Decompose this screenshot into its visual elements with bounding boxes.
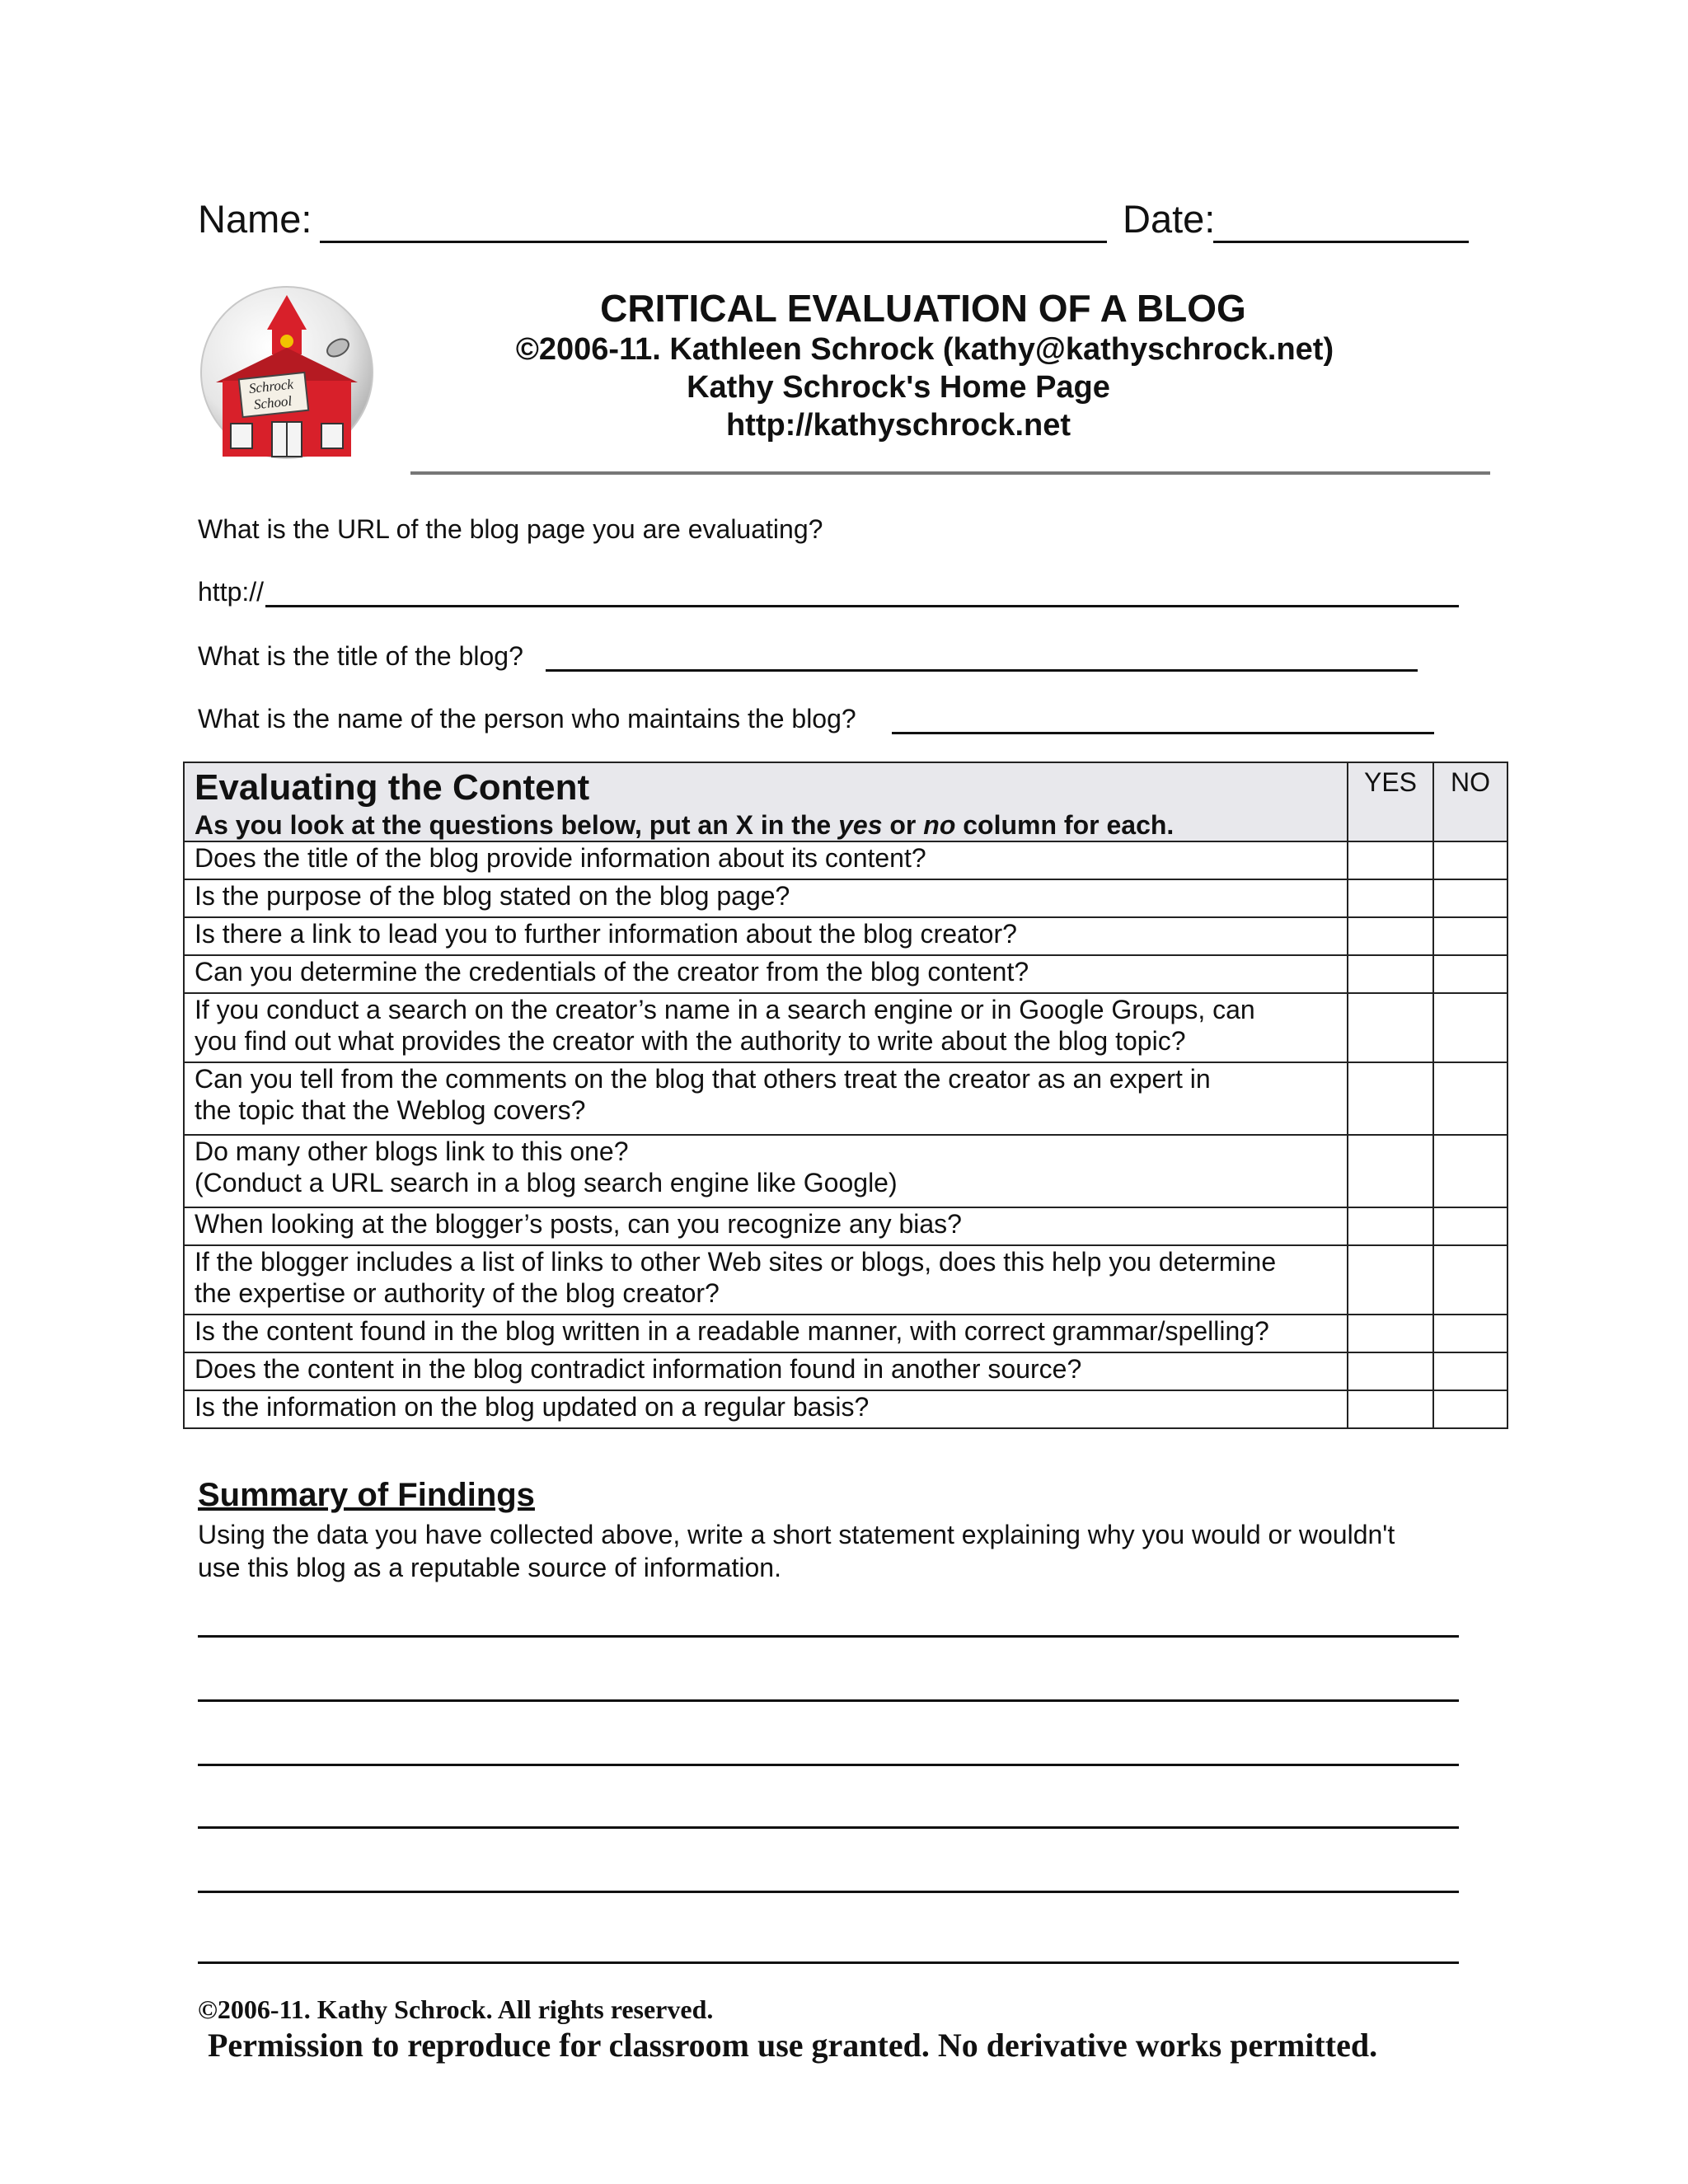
page-title: CRITICAL EVALUATION OF A BLOG — [600, 287, 1246, 330]
table-header-cell — [184, 762, 1348, 841]
yes-checkbox-cell[interactable] — [1348, 955, 1433, 993]
question-cell: Is the information on the blog updated on a regular basis? — [184, 1390, 1348, 1428]
logo-text-2: School — [252, 392, 293, 413]
question-cell: Is the purpose of the blog stated on the blog page? — [184, 879, 1348, 917]
site-url: http://kathyschrock.net — [725, 408, 1071, 443]
copyright-line: ©2006-11. Kathleen Schrock (kathy@kathyschrock.net) — [515, 332, 1334, 367]
table-row — [184, 1245, 1507, 1315]
no-checkbox-cell[interactable] — [1433, 1390, 1507, 1428]
summary-answer-line[interactable] — [198, 1961, 1459, 1964]
maintainer-question: What is the name of the person who maintains the blog? — [198, 704, 856, 733]
question-cell: When looking at the blogger’s posts, can you recognize any bias? — [184, 1207, 1348, 1245]
question-cell: Is the content found in the blog written in a readable manner, with correct grammar/spelling? — [184, 1315, 1348, 1352]
question-cell: Can you determine the credentials of the creator from the blog content? — [184, 955, 1348, 993]
yes-checkbox-cell[interactable] — [1348, 1135, 1433, 1207]
no-checkbox-cell[interactable] — [1433, 1245, 1507, 1315]
no-checkbox-cell[interactable] — [1433, 1135, 1507, 1207]
table-row — [184, 1062, 1507, 1135]
question-cell: Does the title of the blog provide information about its content? — [184, 841, 1348, 879]
question-cell: Do many other blogs link to this one? (Conduct a URL search in a blog search engine like Google) — [184, 1135, 1348, 1207]
question-cell: Can you tell from the comments on the blog that others treat the creator as an expert in the topic that the Weblog covers? — [184, 1062, 1348, 1135]
blog-title-field[interactable] — [546, 669, 1418, 672]
yes-checkbox-cell[interactable] — [1348, 1245, 1433, 1315]
question-cell: Is there a link to lead you to further information about the blog creator? — [184, 917, 1348, 955]
table-header-row — [184, 762, 1507, 841]
table-row — [184, 1352, 1507, 1390]
no-checkbox-cell[interactable] — [1433, 879, 1507, 917]
summary-answer-line[interactable] — [198, 1635, 1459, 1638]
table-heading: Evaluating the Content — [195, 767, 590, 808]
date-label: Date: — [1123, 197, 1216, 241]
no-checkbox-cell[interactable] — [1433, 1062, 1507, 1135]
name-date-row — [198, 194, 1484, 252]
table-row — [184, 955, 1507, 993]
summary-answer-line[interactable] — [198, 1764, 1459, 1766]
summary-answer-line[interactable] — [198, 1699, 1459, 1702]
header-divider — [410, 471, 1490, 475]
no-checkbox-cell[interactable] — [1433, 1315, 1507, 1352]
table-row — [184, 841, 1507, 879]
no-checkbox-cell[interactable] — [1433, 1207, 1507, 1245]
table-row — [184, 879, 1507, 917]
maintainer-field[interactable] — [892, 732, 1434, 734]
table-row — [184, 993, 1507, 1062]
yes-checkbox-cell[interactable] — [1348, 993, 1433, 1062]
no-checkbox-cell[interactable] — [1433, 955, 1507, 993]
schoolhouse-logo-icon — [198, 284, 376, 462]
yes-checkbox-cell[interactable] — [1348, 1207, 1433, 1245]
url-prefix: http:// — [198, 577, 265, 607]
no-checkbox-cell[interactable] — [1433, 1352, 1507, 1390]
footer-permission: Permission to reproduce for classroom use granted. No derivative works permitted. — [208, 2027, 1378, 2064]
yes-checkbox-cell[interactable] — [1348, 1390, 1433, 1428]
no-column-header: NO — [1433, 762, 1507, 841]
yes-checkbox-cell[interactable] — [1348, 879, 1433, 917]
date-field[interactable] — [1213, 241, 1469, 243]
table-row — [184, 917, 1507, 955]
question-cell: If the blogger includes a list of links to other Web sites or blogs, does this help you determine the expertise or authority of the blog creator? — [184, 1245, 1348, 1315]
summary-answer-line[interactable] — [198, 1891, 1459, 1893]
yes-checkbox-cell[interactable] — [1348, 917, 1433, 955]
no-checkbox-cell[interactable] — [1433, 993, 1507, 1062]
yes-checkbox-cell[interactable] — [1348, 1352, 1433, 1390]
summary-title: Summary of Findings — [198, 1477, 535, 1513]
summary-instructions: Using the data you have collected above, write a short statement explaining why you would or wouldn't use this blog as a reputable source of information. — [198, 1520, 1395, 1582]
no-checkbox-cell[interactable] — [1433, 917, 1507, 955]
summary-answer-line[interactable] — [198, 1826, 1459, 1829]
logo-text-1: Schrock — [248, 376, 294, 397]
question-cell: If you conduct a search on the creator’s name in a search engine or in Google Groups, can you find out what provides the creator with the authority to write about the blog topic? — [184, 993, 1348, 1062]
url-question: What is the URL of the blog page you are evaluating? — [198, 514, 823, 544]
home-page-line: Kathy Schrock's Home Page — [687, 370, 1110, 405]
yes-column-header: YES — [1348, 762, 1433, 841]
table-row — [184, 1207, 1507, 1245]
no-checkbox-cell[interactable] — [1433, 841, 1507, 879]
table-row — [184, 1135, 1507, 1207]
url-field[interactable] — [265, 605, 1459, 607]
table-row — [184, 1390, 1507, 1428]
name-field[interactable] — [320, 241, 1107, 243]
title-question: What is the title of the blog? — [198, 641, 523, 671]
table-instruction: As you look at the questions below, put an X in the yes or no column for each. — [195, 810, 1175, 840]
page-header — [396, 285, 1484, 450]
yes-checkbox-cell[interactable] — [1348, 841, 1433, 879]
yes-checkbox-cell[interactable] — [1348, 1315, 1433, 1352]
question-cell: Does the content in the blog contradict information found in another source? — [184, 1352, 1348, 1390]
evaluation-table — [183, 762, 1508, 1429]
name-label: Name: — [198, 197, 312, 241]
table-row — [184, 1315, 1507, 1352]
footer-rights: ©2006-11. Kathy Schrock. All rights reserved. — [198, 1994, 714, 2024]
yes-checkbox-cell[interactable] — [1348, 1062, 1433, 1135]
